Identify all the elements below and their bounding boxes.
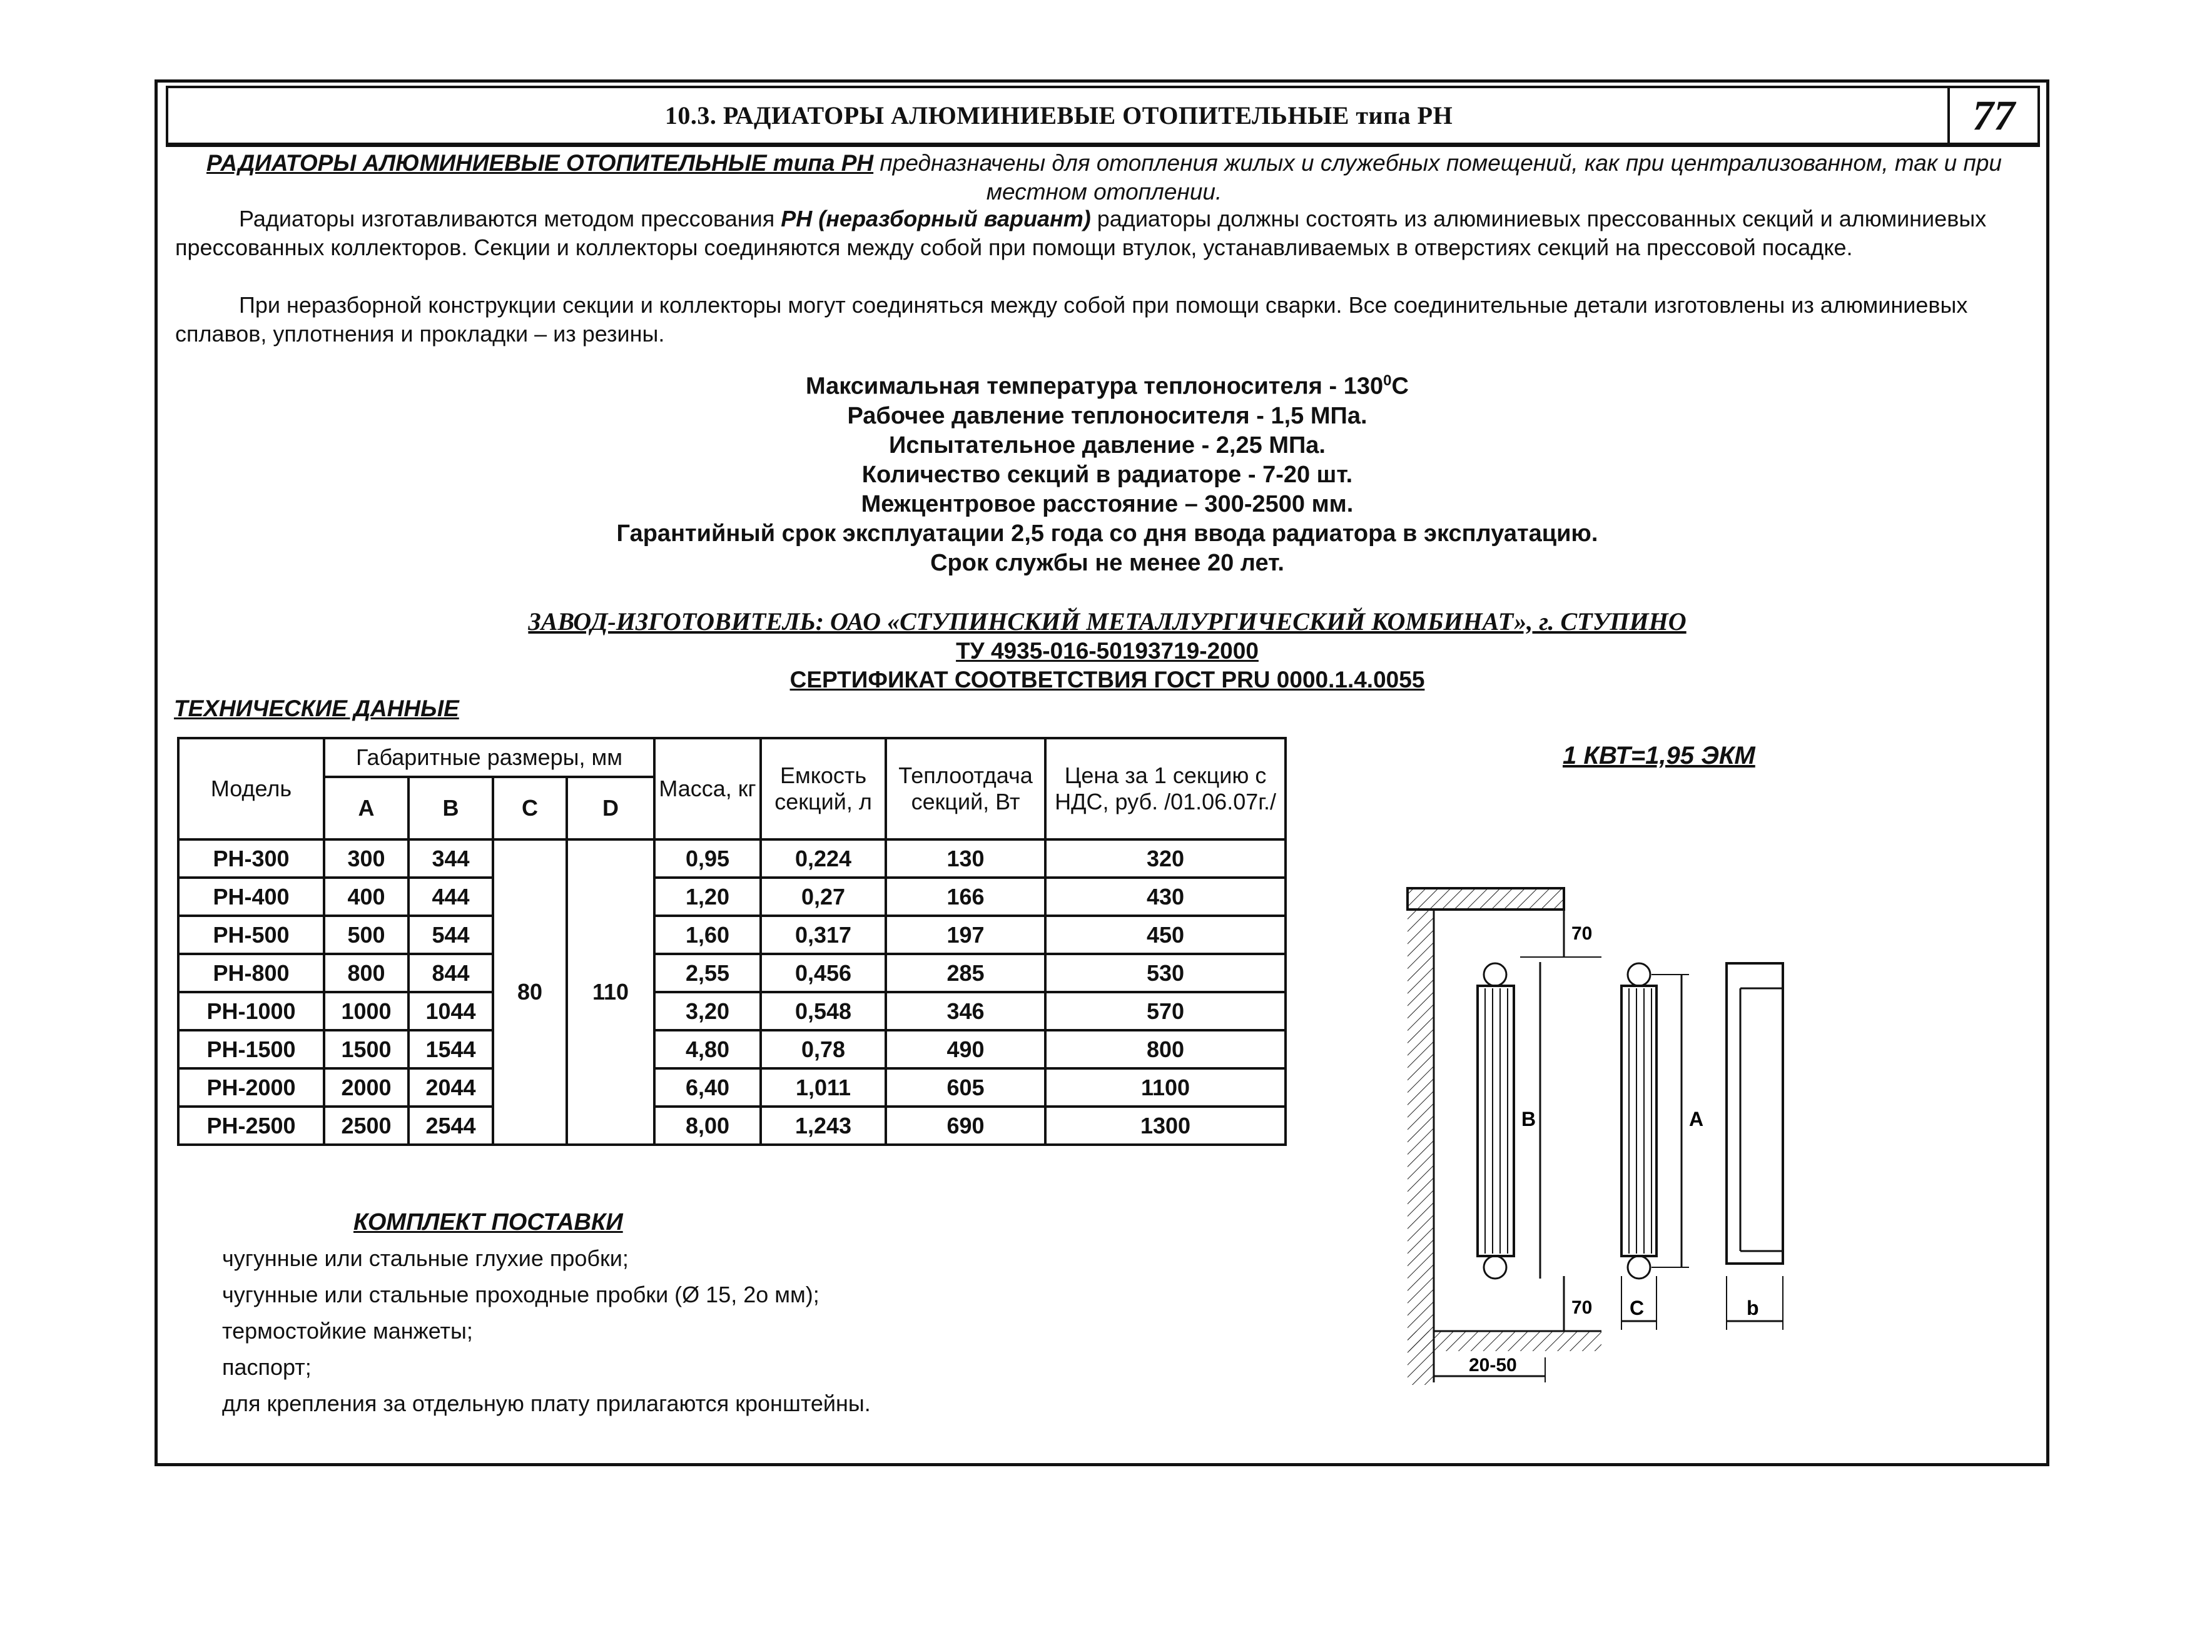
cell-model: РН-1500 <box>178 1030 324 1068</box>
cell-capacity: 0,548 <box>761 992 886 1030</box>
tech-data-heading: ТЕХНИЧЕСКИЕ ДАННЫЕ <box>174 696 459 721</box>
radiator-side-view <box>1478 963 1514 1279</box>
cell-heat: 346 <box>886 992 1045 1030</box>
cell-model: РН-800 <box>178 954 324 992</box>
technical-conditions: ТУ 4935-016-50193719-2000 <box>956 638 1259 664</box>
list-item: для крепления за отдельную плату прилагаются кронштейны. <box>222 1391 871 1416</box>
cell-model: РН-500 <box>178 916 324 954</box>
cell-a: 500 <box>324 916 408 954</box>
cell-mass: 1,60 <box>654 916 761 954</box>
spec-section-count: Количество секций в радиаторе - 7-20 шт. <box>861 461 1353 488</box>
col-b: В <box>408 777 493 839</box>
list-item: чугунные или стальные проходные пробки (Ø 15, 2о мм); <box>222 1282 819 1307</box>
spec-test-pressure: Испытательное давление - 2,25 МПа. <box>889 432 1326 459</box>
list-item: чугунные или стальные глухие пробки; <box>222 1245 629 1271</box>
table-row <box>178 1030 1286 1068</box>
cell-heat: 166 <box>886 878 1045 916</box>
spec-max-temperature: Максимальная температура теплоносителя - $130^0С$ <box>806 372 1409 400</box>
cell-a: 400 <box>324 878 408 916</box>
cell-d-shared: 110 <box>567 839 654 1145</box>
spec-service-life: Срок службы не менее 20 лет. <box>930 549 1284 576</box>
certificate: СЕРТИФИКАТ СООТВЕТСТВИЯ ГОСТ PRU 0000.1.4.0055 <box>789 667 1425 692</box>
cell-price: 430 <box>1045 878 1286 916</box>
cell-model: РН-2000 <box>178 1068 324 1107</box>
header-divider <box>166 145 2040 147</box>
floor-shape <box>1408 1331 1601 1351</box>
cell-price: 800 <box>1045 1030 1286 1068</box>
col-dimensions: Габаритные размеры, мм <box>324 738 654 777</box>
paragraph1-part2: радиаторы должны состоять из алюминиевых прессованных секций и алюминиевых прессованных коллекторов. Секции и коллекторы соединяются между собой при помощи втулок, устанавливаемых в отверстиях секций на прессовой посадке. <box>175 206 1987 260</box>
col-c: С <box>493 777 567 839</box>
cell-model: РН-2500 <box>178 1107 324 1145</box>
cell-model: РН-400 <box>178 878 324 916</box>
table-row <box>178 916 1286 954</box>
paragraph2-text: При неразборной конструкции секции и коллекторы могут соединяться между собой при помощи сварки. Все соединительные детали изготовлены из алюминиевых сплавов, уплотнения и прокладки – из резины. <box>175 292 1968 347</box>
cell-heat: 605 <box>886 1068 1045 1107</box>
spec-warranty: Гарантийный срок эксплуатации 2,5 года со дня ввода радиатора в эксплуатацию. <box>616 520 1598 547</box>
cell-a: 1000 <box>324 992 408 1030</box>
cell-mass: 3,20 <box>654 992 761 1030</box>
list-item: термостойкие манжеты; <box>222 1318 473 1344</box>
cell-capacity: 0,78 <box>761 1030 886 1068</box>
cell-b: 1544 <box>408 1030 493 1068</box>
cell-b: 1044 <box>408 992 493 1030</box>
delivery-kit-heading: КОМПЛЕКТ ПОСТАВКИ <box>353 1209 623 1235</box>
rate-note: 1 КВТ=1,95 ЭКМ <box>1563 742 1755 769</box>
cell-a: 300 <box>324 839 408 878</box>
cell-price: 1100 <box>1045 1068 1286 1107</box>
page-title: 10.3. РАДИАТОРЫ АЛЮМИНИЕВЫЕ ОТОПИТЕЛЬНЫЕ типа РН <box>664 101 1453 129</box>
cell-b: 2044 <box>408 1068 493 1107</box>
table-row <box>178 1068 1286 1107</box>
cell-capacity: 0,456 <box>761 954 886 992</box>
cell-capacity: 0,224 <box>761 839 886 878</box>
manufacturer-name: ЗАВОД-ИЗГОТОВИТЕЛЬ: ОАО «СТУПИНСКИЙ МЕТАЛЛУРГИЧЕСКИЙ КОМБИНАТ», г. СТУПИНО <box>528 607 1687 636</box>
cell-heat: 490 <box>886 1030 1045 1068</box>
cell-mass: 1,20 <box>654 878 761 916</box>
page-number: 77 <box>1947 88 2037 143</box>
cell-b: 344 <box>408 839 493 878</box>
col-capacity: Емкость секций, л <box>761 738 886 839</box>
col-price: Цена за 1 секцию с НДС, руб. /01.06.07г./ <box>1045 738 1286 839</box>
cell-capacity: 1,011 <box>761 1068 886 1107</box>
cell-heat: 197 <box>886 916 1045 954</box>
cell-price: 450 <box>1045 916 1286 954</box>
radiator-front-view <box>1621 963 1656 1279</box>
label-small-b: b <box>1747 1297 1759 1319</box>
installation-drawing <box>1376 863 1952 1426</box>
col-model: Модель <box>178 738 324 839</box>
table-row <box>178 878 1286 916</box>
manufacturer-block <box>375 607 1839 694</box>
list-item: паспорт; <box>222 1354 312 1380</box>
intro-lead: РАДИАТОРЫ АЛЮМИНИЕВЫЕ ОТОПИТЕЛЬНЫЕ типа РН <box>206 150 874 176</box>
cell-mass: 2,55 <box>654 954 761 992</box>
dim-top-gap: 70 <box>1571 923 1593 944</box>
intro-text <box>175 149 2033 206</box>
cell-model: РН-1000 <box>178 992 324 1030</box>
cell-b: 444 <box>408 878 493 916</box>
cell-capacity: 0,27 <box>761 878 886 916</box>
table-row <box>178 954 1286 992</box>
col-a: А <box>324 777 408 839</box>
cell-mass: 4,80 <box>654 1030 761 1068</box>
cell-heat: 130 <box>886 839 1045 878</box>
cell-a: 1500 <box>324 1030 408 1068</box>
cell-b: 2544 <box>408 1107 493 1145</box>
profile-view <box>1727 963 1783 1264</box>
page-header <box>166 86 2040 145</box>
col-heat-output: Теплоотдача секций, Вт <box>886 738 1045 839</box>
label-b: B <box>1521 1108 1536 1130</box>
delivery-kit <box>222 1204 871 1422</box>
col-d: D <box>567 777 654 839</box>
cell-mass: 0,95 <box>654 839 761 878</box>
paragraph-manufacturing <box>175 205 2033 262</box>
cell-capacity: 1,243 <box>761 1107 886 1145</box>
cell-model: РН-300 <box>178 839 324 878</box>
cell-b: 844 <box>408 954 493 992</box>
tech-data-table <box>177 737 1287 1146</box>
spec-center-distance: Межцентровое расстояние – 300-2500 мм. <box>861 490 1354 517</box>
col-mass: Масса, кг <box>654 738 761 839</box>
specifications-block <box>375 366 1839 578</box>
cell-price: 530 <box>1045 954 1286 992</box>
paragraph1-emphasis: РН (неразборный вариант) <box>781 206 1091 231</box>
cell-mass: 8,00 <box>654 1107 761 1145</box>
paragraph1-part1: Радиаторы изготавливаются методом прессования <box>239 206 781 231</box>
cell-mass: 6,40 <box>654 1068 761 1107</box>
dim-wall-gap: 20-50 <box>1469 1355 1517 1376</box>
intro-rest: предназначены для отопления жилых и служебных помещений, как при централизованном, так и при местном отоплении. <box>873 150 2002 205</box>
cell-heat: 690 <box>886 1107 1045 1145</box>
table-row <box>178 1107 1286 1145</box>
wall-shape <box>1408 910 1434 1385</box>
cell-a: 2000 <box>324 1068 408 1107</box>
cell-capacity: 0,317 <box>761 916 886 954</box>
cell-price: 570 <box>1045 992 1286 1030</box>
table-row <box>178 992 1286 1030</box>
label-c: C <box>1630 1297 1645 1319</box>
paragraph-construction <box>175 291 2033 348</box>
cell-price: 1300 <box>1045 1107 1286 1145</box>
sill-shape <box>1408 888 1564 910</box>
label-a: A <box>1689 1108 1704 1130</box>
cell-b: 544 <box>408 916 493 954</box>
cell-a: 2500 <box>324 1107 408 1145</box>
cell-a: 800 <box>324 954 408 992</box>
cell-heat: 285 <box>886 954 1045 992</box>
cell-price: 320 <box>1045 839 1286 878</box>
table-row <box>178 839 1286 878</box>
cell-c-shared: 80 <box>493 839 567 1145</box>
dim-bottom-gap: 70 <box>1571 1297 1593 1318</box>
spec-working-pressure: Рабочее давление теплоносителя - 1,5 МПа. <box>847 402 1367 429</box>
